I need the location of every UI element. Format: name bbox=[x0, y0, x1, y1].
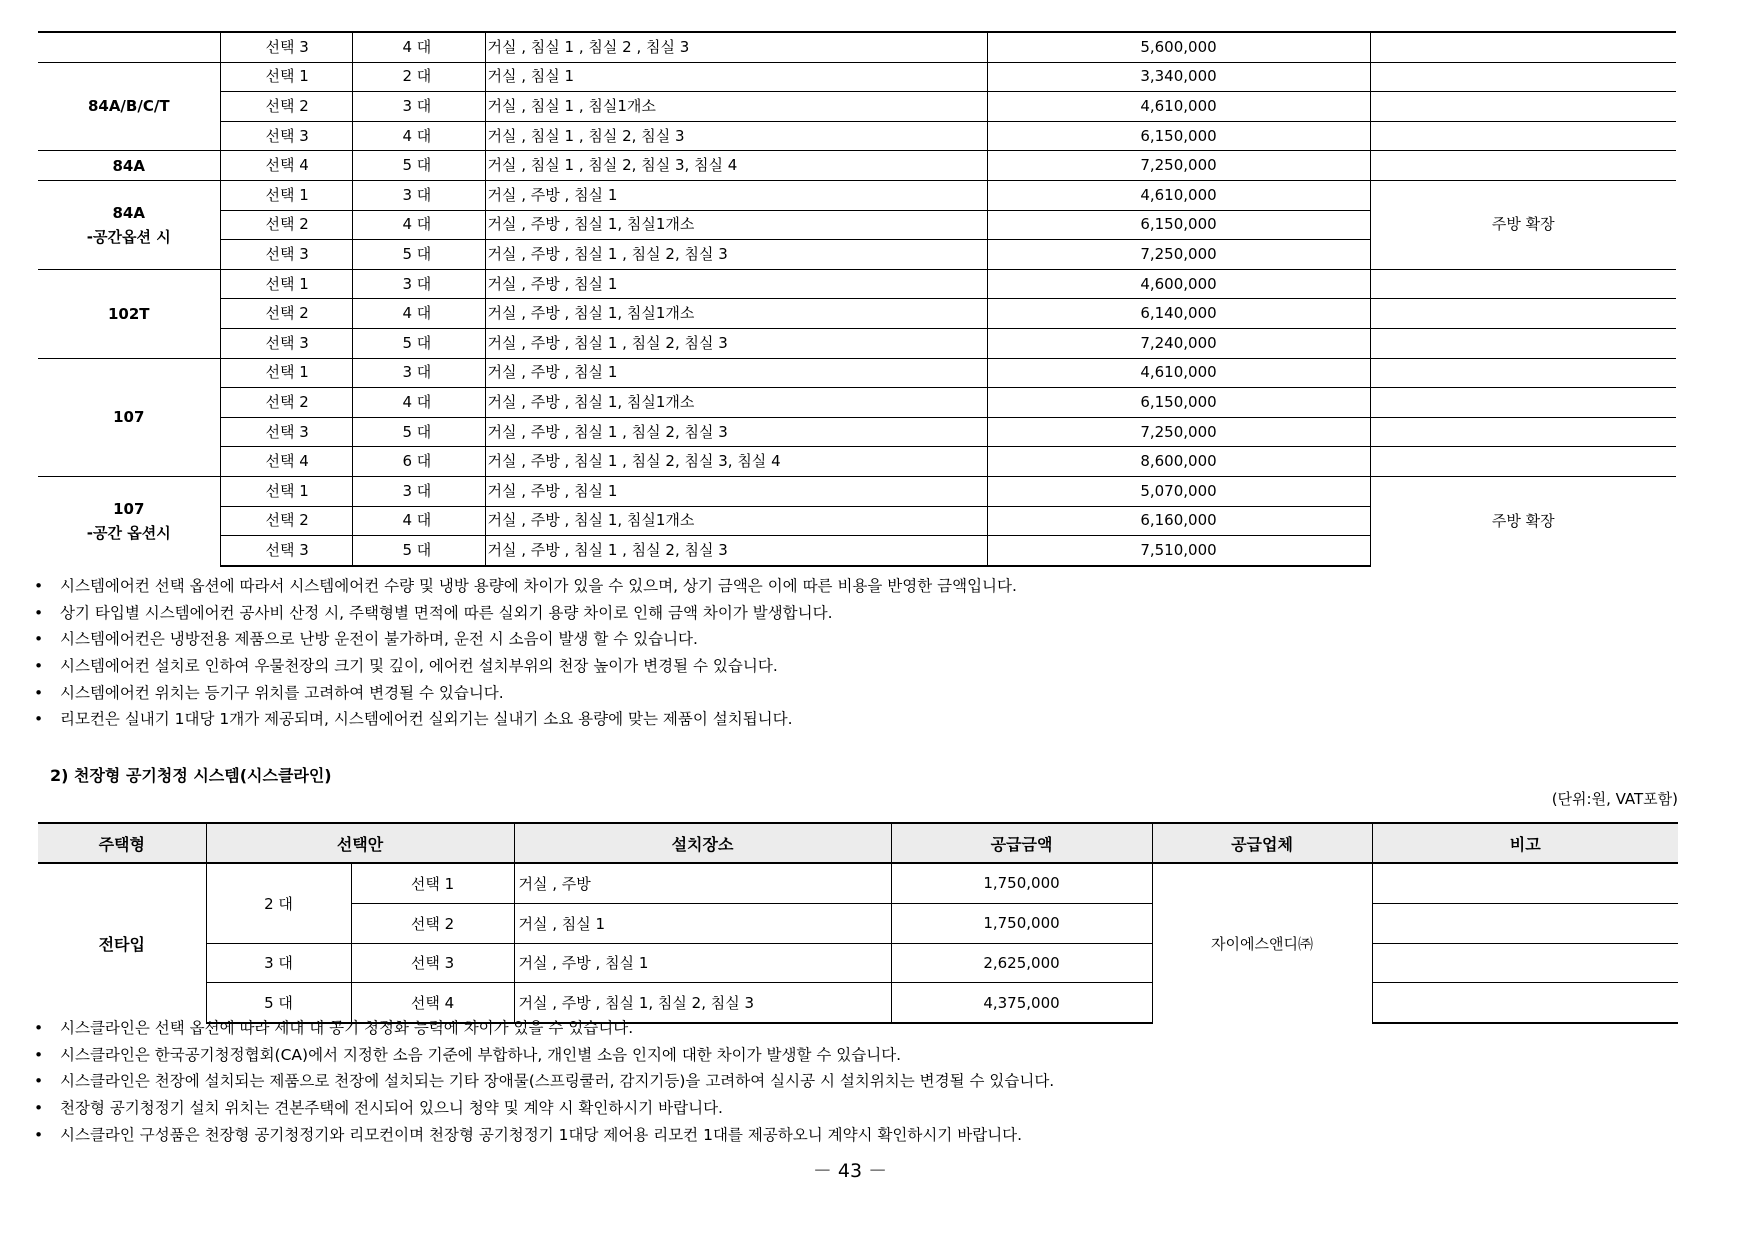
price-cell: 7,250,000 bbox=[987, 417, 1370, 447]
price-cell: 6,150,000 bbox=[987, 210, 1370, 240]
units-cell: 6 대 bbox=[352, 447, 485, 477]
price-cell: 6,160,000 bbox=[987, 506, 1370, 536]
price-cell: 3,340,000 bbox=[987, 62, 1370, 92]
price-cell: 6,150,000 bbox=[987, 121, 1370, 151]
option-cell: 선택 1 bbox=[220, 476, 352, 506]
note-cell bbox=[1370, 328, 1676, 358]
house-type-cell: 84A bbox=[38, 151, 220, 181]
table-header-row bbox=[38, 823, 1678, 863]
house-type-cell bbox=[38, 476, 220, 565]
price-cell: 8,600,000 bbox=[987, 447, 1370, 477]
table-row bbox=[38, 943, 1678, 983]
note-cell bbox=[1372, 943, 1678, 983]
house-type-cell bbox=[38, 180, 220, 269]
list-item: • 시스템에어컨 설치로 인하여 우물천장의 크기 및 깊이, 에어컨 설치부위의 천장 높이가 변경될 수 있습니다. bbox=[34, 653, 1017, 680]
location-cell: 거실 , 주방 , 침실 1 , 침실 2, 침실 3 bbox=[485, 417, 987, 447]
column-header: 설치장소 bbox=[514, 823, 891, 863]
list-item: • 리모컨은 실내기 1대당 1개가 제공되며, 시스템에어컨 실외기는 실내기 소요 용량에 맞는 제품이 설치됩니다. bbox=[34, 706, 1017, 733]
location-cell: 거실 , 침실 1 , 침실 2, 침실 3 bbox=[485, 121, 987, 151]
location-cell: 거실 , 침실 1 bbox=[485, 62, 987, 92]
location-cell: 거실 , 주방 , 침실 1 bbox=[485, 358, 987, 388]
units-cell: 3 대 bbox=[352, 358, 485, 388]
units-cell: 4 대 bbox=[352, 121, 485, 151]
option-cell: 선택 1 bbox=[220, 180, 352, 210]
units-cell: 4 대 bbox=[352, 210, 485, 240]
house-type-line: 107 bbox=[113, 500, 145, 519]
list-item: • 시스클라인은 한국공기청정협회(CA)에서 지정한 소음 기준에 부합하나, 개인별 소음 인지에 대한 차이가 발생할 수 있습니다. bbox=[34, 1042, 1054, 1069]
option-cell: 선택 1 bbox=[220, 269, 352, 299]
house-type-cell: 102T bbox=[38, 269, 220, 358]
option-cell: 선택 3 bbox=[220, 121, 352, 151]
table-row bbox=[38, 476, 1676, 506]
option-cell: 선택 4 bbox=[351, 983, 514, 1023]
house-type-line: 84A bbox=[112, 203, 145, 222]
option-cell: 선택 3 bbox=[220, 536, 352, 566]
units-cell: 5 대 bbox=[352, 536, 485, 566]
location-cell: 거실 , 침실 1 , 침실1개소 bbox=[485, 92, 987, 122]
note-cell bbox=[1372, 983, 1678, 1023]
option-cell: 선택 2 bbox=[220, 299, 352, 329]
note-cell bbox=[1370, 269, 1676, 299]
location-cell: 거실 , 주방 , 침실 1 bbox=[485, 476, 987, 506]
units-cell: 5 대 bbox=[352, 328, 485, 358]
table-row bbox=[38, 121, 1676, 151]
units-cell: 5 대 bbox=[206, 983, 351, 1023]
note-cell bbox=[1370, 447, 1676, 477]
units-cell: 2 대 bbox=[352, 62, 485, 92]
option-cell: 선택 1 bbox=[351, 863, 514, 903]
location-cell: 거실 , 주방 , 침실 1, 침실1개소 bbox=[485, 299, 987, 329]
table-row bbox=[38, 388, 1676, 418]
note-cell bbox=[1370, 32, 1676, 62]
note-cell bbox=[1370, 92, 1676, 122]
table-row bbox=[38, 269, 1676, 299]
option-cell: 선택 1 bbox=[220, 62, 352, 92]
house-type-line: -공간 옵션시 bbox=[86, 524, 171, 543]
column-header: 주택형 bbox=[38, 823, 206, 863]
units-cell: 5 대 bbox=[352, 417, 485, 447]
price-cell: 4,610,000 bbox=[987, 358, 1370, 388]
price-cell: 2,625,000 bbox=[891, 943, 1152, 983]
option-cell: 선택 3 bbox=[351, 943, 514, 983]
column-header: 선택안 bbox=[206, 823, 514, 863]
price-cell: 5,070,000 bbox=[987, 476, 1370, 506]
table-row bbox=[38, 62, 1676, 92]
aircon-notes-list bbox=[34, 573, 1017, 733]
table-row bbox=[38, 180, 1676, 210]
location-cell: 거실 , 주방 , 침실 1, 침실1개소 bbox=[485, 506, 987, 536]
note-cell: 주방 확장 bbox=[1370, 476, 1676, 565]
table-row bbox=[38, 92, 1676, 122]
note-cell bbox=[1372, 863, 1678, 903]
option-cell: 선택 3 bbox=[220, 32, 352, 62]
location-cell: 거실 , 주방 , 침실 1, 침실1개소 bbox=[485, 210, 987, 240]
units-cell: 2 대 bbox=[206, 863, 351, 943]
units-cell: 5 대 bbox=[352, 151, 485, 181]
option-cell: 선택 2 bbox=[220, 388, 352, 418]
location-cell: 거실 , 주방 , 침실 1 , 침실 2, 침실 3 bbox=[485, 536, 987, 566]
list-item: • 시스템에어컨은 냉방전용 제품으로 난방 운전이 불가하며, 운전 시 소음이 발생 할 수 있습니다. bbox=[34, 626, 1017, 653]
location-cell: 거실 , 주방 , 침실 1 , 침실 2, 침실 3 bbox=[485, 328, 987, 358]
note-cell bbox=[1370, 299, 1676, 329]
units-cell: 3 대 bbox=[352, 180, 485, 210]
units-cell: 4 대 bbox=[352, 388, 485, 418]
price-cell: 7,250,000 bbox=[987, 240, 1370, 270]
units-cell: 4 대 bbox=[352, 299, 485, 329]
price-cell: 7,250,000 bbox=[987, 151, 1370, 181]
note-cell bbox=[1370, 358, 1676, 388]
price-cell: 6,150,000 bbox=[987, 388, 1370, 418]
location-cell: 거실 , 주방 bbox=[514, 863, 891, 903]
note-cell bbox=[1370, 62, 1676, 92]
option-cell: 선택 2 bbox=[351, 903, 514, 943]
price-cell: 1,750,000 bbox=[891, 863, 1152, 903]
note-cell bbox=[1372, 903, 1678, 943]
location-cell: 거실 , 주방 , 침실 1 bbox=[485, 180, 987, 210]
column-header: 비고 bbox=[1372, 823, 1678, 863]
house-type-line: -공간옵션 시 bbox=[86, 227, 171, 246]
note-cell bbox=[1370, 417, 1676, 447]
option-cell: 선택 3 bbox=[220, 417, 352, 447]
list-item: • 천장형 공기청정기 설치 위치는 견본주택에 전시되어 있으니 청약 및 계약 시 확인하시기 바랍니다. bbox=[34, 1095, 1054, 1122]
units-cell: 3 대 bbox=[352, 269, 485, 299]
column-header: 공급금액 bbox=[891, 823, 1152, 863]
location-cell: 거실 , 주방 , 침실 1 bbox=[485, 269, 987, 299]
column-header: 공급업체 bbox=[1152, 823, 1372, 863]
price-cell: 4,610,000 bbox=[987, 180, 1370, 210]
table-row bbox=[38, 32, 1676, 62]
house-type-cell: 107 bbox=[38, 358, 220, 476]
table-row bbox=[38, 447, 1676, 477]
price-cell: 4,610,000 bbox=[987, 92, 1370, 122]
option-cell: 선택 1 bbox=[220, 358, 352, 388]
price-cell: 7,240,000 bbox=[987, 328, 1370, 358]
units-cell: 4 대 bbox=[352, 32, 485, 62]
option-cell: 선택 3 bbox=[220, 240, 352, 270]
location-cell: 거실 , 침실 1 , 침실 2, 침실 3, 침실 4 bbox=[485, 151, 987, 181]
list-item: • 시스클라인은 선택 옵션에 따라 세대 내 공기 청정화 능력에 차이가 있을 수 있습니다. bbox=[34, 1015, 1054, 1042]
units-cell: 3 대 bbox=[352, 476, 485, 506]
air-purifier-notes-list bbox=[34, 1015, 1054, 1148]
location-cell: 거실 , 침실 1 bbox=[514, 903, 891, 943]
air-purifier-price-table bbox=[38, 822, 1678, 1024]
list-item: • 시스템에어컨 위치는 등기구 위치를 고려하여 변경될 수 있습니다. bbox=[34, 680, 1017, 707]
list-item: • 시스클라인은 천장에 설치되는 제품으로 천장에 설치되는 기타 장애물(스프링쿨러, 감지기등)을 고려하여 실시공 시 설치위치는 변경될 수 있습니다. bbox=[34, 1068, 1054, 1095]
price-cell: 6,140,000 bbox=[987, 299, 1370, 329]
location-cell: 거실 , 침실 1 , 침실 2 , 침실 3 bbox=[485, 32, 987, 62]
price-cell: 7,510,000 bbox=[987, 536, 1370, 566]
units-cell: 3 대 bbox=[352, 92, 485, 122]
house-type-cell: 84A/B/C/T bbox=[38, 62, 220, 151]
list-item: • 시스템에어컨 선택 옵션에 따라서 시스템에어컨 수량 및 냉방 용량에 차이가 있을 수 있으며, 상기 금액은 이에 따른 비용을 반영한 금액입니다. bbox=[34, 573, 1017, 600]
table-row bbox=[38, 151, 1676, 181]
option-cell: 선택 3 bbox=[220, 328, 352, 358]
supplier-cell: 자이에스앤디㈜ bbox=[1152, 863, 1372, 1023]
section-heading: 2) 천장형 공기청정 시스템(시스클라인) bbox=[50, 766, 332, 785]
option-cell: 선택 4 bbox=[220, 447, 352, 477]
list-item: • 시스클라인 구성품은 천장형 공기청정기와 리모컨이며 천장형 공기청정기 1대당 제어용 리모컨 1대를 제공하오니 계약시 확인하시기 바랍니다. bbox=[34, 1122, 1054, 1149]
price-cell: 1,750,000 bbox=[891, 903, 1152, 943]
price-cell: 4,375,000 bbox=[891, 983, 1152, 1023]
location-cell: 거실 , 주방 , 침실 1, 침실1개소 bbox=[485, 388, 987, 418]
table-row bbox=[38, 417, 1676, 447]
system-aircon-price-table bbox=[38, 31, 1676, 567]
unit-note: (단위:원, VAT포함) bbox=[1551, 790, 1678, 808]
location-cell: 거실 , 주방 , 침실 1 , 침실 2, 침실 3 bbox=[485, 240, 987, 270]
units-cell: 5 대 bbox=[352, 240, 485, 270]
option-cell: 선택 2 bbox=[220, 210, 352, 240]
note-cell bbox=[1370, 388, 1676, 418]
note-cell bbox=[1370, 121, 1676, 151]
price-cell: 4,600,000 bbox=[987, 269, 1370, 299]
table-row bbox=[38, 328, 1676, 358]
table-row bbox=[38, 863, 1678, 903]
location-cell: 거실 , 주방 , 침실 1, 침실 2, 침실 3 bbox=[514, 983, 891, 1023]
note-cell bbox=[1370, 151, 1676, 181]
table-row bbox=[38, 358, 1676, 388]
option-cell: 선택 2 bbox=[220, 506, 352, 536]
table-row bbox=[38, 299, 1676, 329]
units-cell: 4 대 bbox=[352, 506, 485, 536]
house-type-cell bbox=[38, 32, 220, 62]
note-cell: 주방 확장 bbox=[1370, 180, 1676, 269]
location-cell: 거실 , 주방 , 침실 1 , 침실 2, 침실 3, 침실 4 bbox=[485, 447, 987, 477]
house-type-cell: 전타입 bbox=[38, 863, 206, 1023]
units-cell: 3 대 bbox=[206, 943, 351, 983]
page-number: － 43 － bbox=[812, 1160, 888, 1182]
location-cell: 거실 , 주방 , 침실 1 bbox=[514, 943, 891, 983]
list-item: • 상기 타입별 시스템에어컨 공사비 산정 시, 주택형별 면적에 따른 실외기 용량 차이로 인해 금액 차이가 발생합니다. bbox=[34, 600, 1017, 627]
option-cell: 선택 4 bbox=[220, 151, 352, 181]
price-cell: 5,600,000 bbox=[987, 32, 1370, 62]
option-cell: 선택 2 bbox=[220, 92, 352, 122]
